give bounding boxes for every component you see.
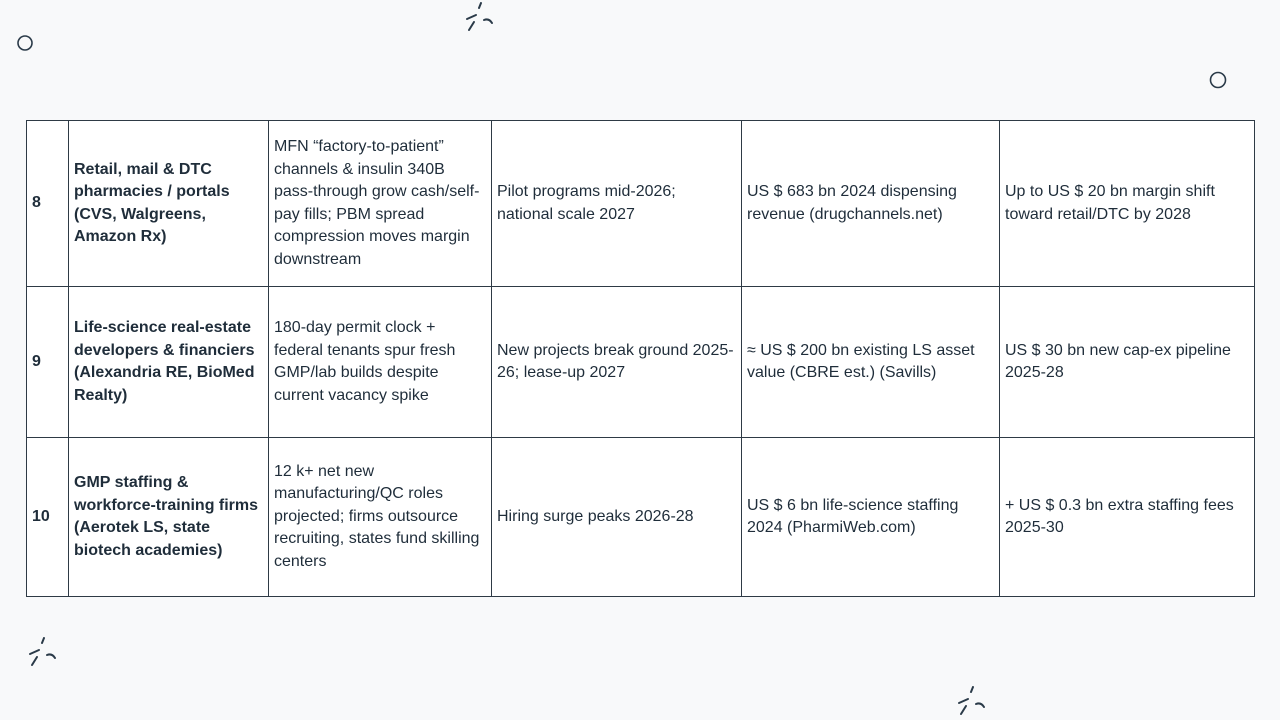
row-number: 8 bbox=[27, 121, 69, 287]
impact-cell: + US $ 0.3 bn extra staffing fees 2025-30 bbox=[1000, 438, 1255, 597]
ring-icon bbox=[1207, 69, 1229, 91]
market-size-cell: ≈ US $ 200 bn existing LS asset value (CBRE est.) (Savills) bbox=[742, 287, 1000, 438]
impact-cell: Up to US $ 20 bn margin shift toward retail/DTC by 2028 bbox=[1000, 121, 1255, 287]
segment-cell: Retail, mail & DTC pharmacies / portals (CVS, Walgreens, Amazon Rx) bbox=[69, 121, 269, 287]
timing-cell: Pilot programs mid-2026; national scale 2027 bbox=[492, 121, 742, 287]
sparkle-icon bbox=[462, 2, 496, 34]
market-size-cell: US $ 683 bn 2024 dispensing revenue (drugchannels.net) bbox=[742, 121, 1000, 287]
driver-cell: MFN “factory-to-patient” channels & insulin 340B pass-through grow cash/self-pay fills; PBM spread compression moves margin downstream bbox=[269, 121, 492, 287]
driver-cell: 12 k+ net new manufacturing/QC roles projected; firms outsource recruiting, states fund skilling centers bbox=[269, 438, 492, 597]
driver-cell: 180-day permit clock + federal tenants spur fresh GMP/lab builds despite current vacancy spike bbox=[269, 287, 492, 438]
impact-cell: US $ 30 bn new cap-ex pipeline 2025-28 bbox=[1000, 287, 1255, 438]
table-row bbox=[27, 287, 1255, 438]
sparkle-icon bbox=[954, 686, 988, 718]
table-row bbox=[27, 438, 1255, 597]
row-number: 10 bbox=[27, 438, 69, 597]
segment-cell: Life-science real-estate developers & financiers (Alexandria RE, BioMed Realty) bbox=[69, 287, 269, 438]
timing-cell: New projects break ground 2025-26; lease-up 2027 bbox=[492, 287, 742, 438]
segment-cell: GMP staffing & workforce-training firms (Aerotek LS, state biotech academies) bbox=[69, 438, 269, 597]
ring-icon bbox=[15, 33, 35, 53]
timing-cell: Hiring surge peaks 2026-28 bbox=[492, 438, 742, 597]
sparkle-icon bbox=[25, 637, 59, 669]
market-size-cell: US $ 6 bn life-science staffing 2024 (PharmiWeb.com) bbox=[742, 438, 1000, 597]
row-number: 9 bbox=[27, 287, 69, 438]
opportunity-table bbox=[26, 120, 1255, 597]
table-row bbox=[27, 121, 1255, 287]
